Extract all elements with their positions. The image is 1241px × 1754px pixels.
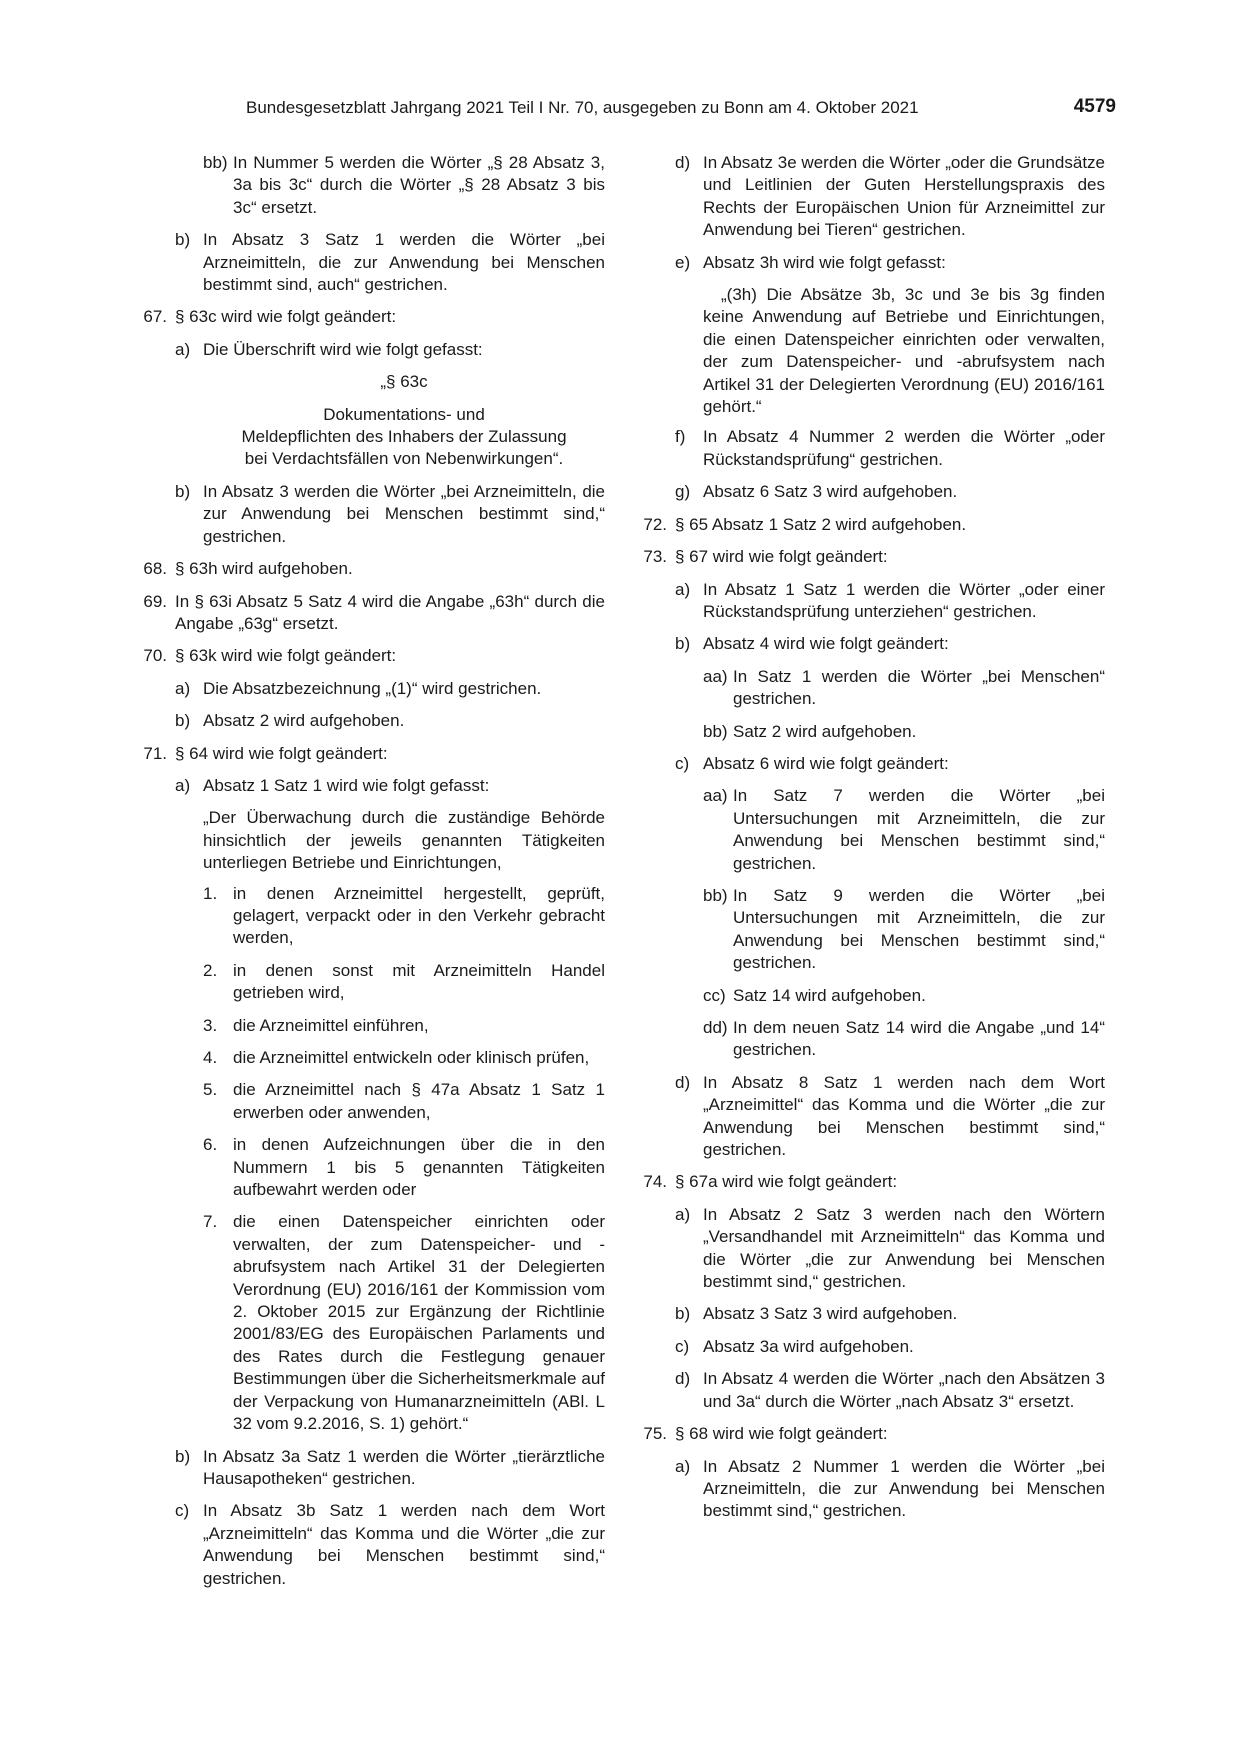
list-item: [125, 1047, 605, 1069]
item-text: In § 63i Absatz 5 Satz 4 wird die Angabe „63h“ durch die Angabe „63g“ ersetzt.: [175, 591, 605, 633]
item-71-b: [125, 1446, 605, 1491]
item-label: 2.: [203, 960, 218, 980]
item-label: b): [675, 634, 691, 654]
page-header: [246, 98, 1116, 124]
quoted-text: „(3h) Die Absätze 3b, 3c und 3e bis 3g finden keine Anwendung auf Betriebe und Einrichtungen, die einen Datenspeicher einrichten oder verwalten, der zum Datenspeicher- und -abrufsystem nach Artikel 31 der Delegierten Verordnung (EU) 2016/161 gehört.“: [703, 285, 1105, 417]
item-label: 1.: [203, 883, 218, 903]
item-text: Absatz 3 Satz 3 wird aufgehoben.: [703, 1304, 958, 1324]
item-text: die Arzneimittel entwickeln oder klinisch prüfen,: [233, 1048, 590, 1067]
item-75: [625, 1423, 1105, 1445]
header-text: Bundesgesetzblatt Jahrgang 2021 Teil I Nr. 70, ausgegeben zu Bonn am 4. Oktober 2021: [246, 98, 919, 117]
item-label: d): [675, 1369, 691, 1389]
item-label: a): [175, 339, 191, 359]
heading-line: Meldepflichten des Inhabers der Zulassung: [241, 427, 567, 447]
item-text: Satz 14 wird aufgehoben.: [733, 985, 926, 1005]
item-73-c-bb: [625, 885, 1105, 975]
item-label: 71.: [143, 743, 167, 763]
page-number: 4579: [1073, 96, 1116, 117]
item-text: § 63k wird wie folgt geändert:: [175, 646, 397, 666]
item-label: c): [675, 1336, 690, 1356]
item-67-a: [125, 339, 605, 361]
item-label: b): [175, 230, 191, 250]
item-text: In Satz 7 werden die Wörter „bei Untersuchungen mit Arzneimitteln, die zur Anwendung bei Menschen bestimmt sind,“ gestrichen.: [733, 786, 1105, 873]
item-74-d: [625, 1368, 1105, 1413]
item-66-b: [125, 229, 605, 296]
item-label: f): [675, 427, 686, 447]
item-74-a: [625, 1204, 1105, 1294]
item-74-c: [625, 1336, 1105, 1358]
item-label: a): [675, 1204, 691, 1224]
item-label: c): [175, 1501, 190, 1521]
item-label: b): [175, 1446, 191, 1466]
item-text: die Arzneimittel nach § 47a Absatz 1 Satz 1 erwerben oder anwenden,: [233, 1080, 605, 1122]
item-text: § 63c wird wie folgt geändert:: [175, 307, 397, 327]
list-item: [125, 960, 605, 1005]
item-text: In Absatz 4 werden die Wörter „nach den Absätzen 3 und 3a“ durch die Wörter „nach Absatz 3“ ersetzt.: [703, 1369, 1105, 1411]
item-label: 74.: [643, 1172, 667, 1192]
item-text: Absatz 3h wird wie folgt gefasst:: [703, 252, 946, 272]
list-item: [125, 883, 605, 950]
item-label: b): [175, 481, 191, 501]
item-text: In Satz 9 werden die Wörter „bei Untersuchungen mit Arzneimitteln, die zur Anwendung bei Menschen bestimmt sind,“ gestrichen.: [733, 885, 1105, 973]
heading-line: Dokumentations- und: [323, 404, 485, 424]
item-75-a: [625, 1456, 1105, 1523]
item-text: § 67a wird wie folgt geändert:: [675, 1172, 898, 1192]
item-74: [625, 1171, 1105, 1193]
item-text: In Absatz 3 Satz 1 werden die Wörter „bei Arzneimitteln, die zur Anwendung bei Menschen bestimmt sind, auch“ gestrichen.: [203, 230, 605, 295]
item-label: a): [175, 775, 191, 795]
item-label: 5.: [203, 1080, 218, 1100]
item-label: b): [675, 1304, 691, 1324]
heading-line: bei Verdachtsfällen von Nebenwirkungen“.: [244, 449, 564, 469]
left-column: [125, 152, 605, 1600]
item-label: 4.: [203, 1048, 218, 1067]
item-text: Absatz 3a wird aufgehoben.: [703, 1336, 914, 1356]
item-text: In Satz 1 werden die Wörter „bei Menschen“ gestrichen.: [733, 666, 1105, 709]
item-text: in denen Arzneimittel hergestellt, geprüft, gelagert, verpackt oder in den Verkehr gebracht werden,: [233, 883, 605, 948]
item-text: § 65 Absatz 1 Satz 2 wird aufgehoben.: [675, 514, 967, 534]
item-71-g: [625, 481, 1105, 503]
item-label: a): [675, 579, 691, 599]
item-label: a): [175, 678, 191, 698]
item-text: § 64 wird wie folgt geändert:: [175, 743, 388, 763]
item-71-d: [625, 152, 1105, 242]
item-70-b: [125, 710, 605, 732]
item-text: Satz 2 wird aufgehoben.: [733, 721, 917, 741]
item-label: 68.: [143, 559, 167, 579]
list-item: [125, 1079, 605, 1124]
item-66-b-bb: [125, 152, 605, 219]
item-text: Absatz 6 Satz 3 wird aufgehoben.: [703, 482, 958, 502]
item-73-b-bb: [625, 721, 1105, 743]
item-text: Die Überschrift wird wie folgt gefasst:: [203, 339, 483, 359]
item-label: 7.: [203, 1212, 218, 1232]
item-70-a: [125, 678, 605, 700]
item-label: bb): [203, 153, 228, 172]
list-item: [125, 1015, 605, 1037]
item-text: In Absatz 8 Satz 1 werden nach dem Wort „Arzneimittel“ das Komma und die Wörter „die zur Anwendung bei Menschen bestimmt sind,“ gestrichen.: [703, 1072, 1105, 1160]
item-text: Absatz 1 Satz 1 wird wie folgt gefasst:: [203, 775, 490, 795]
item-text: die einen Datenspeicher einrichten oder verwalten, der zum Datenspeicher- und -abrufsystem nach Artikel 31 der Delegierten Verordnung (EU) 2016/161 der Kommission vom 2. Oktober 2015 zur Ergänzung der Richtlinie 2001/83/EG des Europäischen Parlaments und des Rates durch die Festlegung genauer Bestimmungen über die Sicherheitsmerkmale auf der Verpackung von Humanarzneimitteln (ABl. L 32 vom 9.2.2016, S. 1) gehört.“: [233, 1212, 605, 1434]
item-text: § 67 wird wie folgt geändert:: [675, 547, 888, 567]
item-text: In dem neuen Satz 14 wird die Angabe „und 14“ gestrichen.: [733, 1018, 1105, 1060]
item-label: bb): [703, 885, 728, 905]
item-text: In Absatz 3e werden die Wörter „oder die Grundsätze und Leitlinien der Guten Herstellungspraxis des Rechts der Europäischen Union für Arzneimittel zur Anwendung bei Tieren“ gestrichen.: [703, 153, 1105, 240]
item-72: [625, 514, 1105, 536]
item-text: Absatz 6 wird wie folgt geändert:: [703, 753, 949, 773]
item-73-b-aa: [625, 666, 1105, 711]
item-text: In Absatz 3b Satz 1 werden nach dem Wort „Arzneimitteln“ das Komma und die Wörter „die zur Anwendung bei Menschen bestimmt sind,“ gestrichen.: [203, 1501, 605, 1588]
item-text: Die Absatzbezeichnung „(1)“ wird gestrichen.: [203, 678, 542, 698]
item-text: die Arzneimittel einführen,: [233, 1015, 429, 1035]
item-label: a): [675, 1456, 691, 1476]
item-text: § 63h wird aufgehoben.: [175, 559, 353, 579]
quoted-text: „Der Überwachung durch die zuständige Behörde hinsichtlich der jeweils genannten Tätigkeiten unterliegen Betriebe und Einrichtungen,: [203, 808, 605, 873]
list-item: [125, 1211, 605, 1435]
item-text: In Absatz 3a Satz 1 werden die Wörter „tierärztliche Hausapotheken“ gestrichen.: [203, 1446, 605, 1488]
item-text: in denen sonst mit Arzneimitteln Handel getrieben wird,: [233, 960, 605, 1003]
item-label: b): [175, 711, 191, 731]
item-label: 72.: [643, 514, 667, 534]
item-label: aa): [703, 666, 728, 686]
right-column: [625, 152, 1105, 1533]
item-74-b: [625, 1303, 1105, 1325]
item-label: 3.: [203, 1015, 218, 1035]
item-label: 67.: [143, 307, 167, 327]
list-item: [125, 1134, 605, 1201]
item-label: cc): [703, 985, 726, 1005]
item-71-a: [125, 775, 605, 797]
item-73-c-aa: [625, 785, 1105, 875]
item-text: In Absatz 1 Satz 1 werden die Wörter „oder einer Rückstandsprüfung unterziehen“ gestrichen.: [703, 579, 1105, 621]
item-text: in denen Aufzeichnungen über die in den Nummern 1 bis 5 genannten Tätigkeiten aufbewahrt werden oder: [233, 1135, 605, 1200]
item-70: [125, 645, 605, 667]
item-label: g): [675, 482, 691, 502]
item-73-c: [625, 753, 1105, 775]
item-67: [125, 306, 605, 328]
item-label: aa): [703, 786, 728, 806]
item-text: In Absatz 3 werden die Wörter „bei Arzneimitteln, die zur Anwendung bei Menschen bestimmt sind,“ gestrichen.: [203, 481, 605, 546]
item-71-f: [625, 426, 1105, 471]
item-71: [125, 743, 605, 765]
item-label: 75.: [643, 1424, 667, 1444]
item-label: bb): [703, 721, 728, 741]
item-text: In Nummer 5 werden die Wörter „§ 28 Absatz 3, 3a bis 3c“ durch die Wörter „§ 28 Absatz 3 bis 3c“ ersetzt.: [233, 153, 605, 217]
item-68: [125, 558, 605, 580]
item-67-b: [125, 481, 605, 548]
item-label: 69.: [143, 591, 167, 611]
item-label: c): [675, 753, 690, 773]
item-label: e): [675, 252, 691, 272]
item-label: 70.: [143, 646, 167, 666]
item-text: In Absatz 4 Nummer 2 werden die Wörter „oder Rückstandsprüfung“ gestrichen.: [703, 427, 1105, 469]
item-text: Absatz 2 wird aufgehoben.: [203, 711, 405, 731]
item-label: 6.: [203, 1135, 218, 1155]
item-label: dd): [703, 1018, 728, 1037]
item-71-c: [125, 1500, 605, 1590]
item-73-c-dd: [625, 1017, 1105, 1062]
item-text: Absatz 4 wird wie folgt geändert:: [703, 634, 949, 654]
item-label: d): [675, 153, 691, 172]
item-73: [625, 546, 1105, 568]
section-heading-63c: [125, 371, 605, 471]
item-71-e: [625, 252, 1105, 274]
item-69: [125, 591, 605, 636]
item-text: § 68 wird wie folgt geändert:: [675, 1424, 888, 1444]
item-label: 73.: [643, 547, 667, 567]
item-text: In Absatz 2 Satz 3 werden nach den Wörtern „Versandhandel mit Arzneimitteln“ das Komma und die Wörter „die zur Anwendung bei Menschen bestimmt sind,“ gestrichen.: [703, 1204, 1105, 1292]
item-73-c-cc: [625, 985, 1105, 1007]
heading-line: „§ 63c: [380, 372, 428, 392]
item-73-a: [625, 579, 1105, 624]
item-text: In Absatz 2 Nummer 1 werden die Wörter „bei Arzneimitteln, die zur Anwendung bei Menschen bestimmt sind,“ gestrichen.: [703, 1456, 1105, 1521]
item-73-d: [625, 1072, 1105, 1162]
item-label: d): [675, 1072, 691, 1092]
item-73-b: [625, 633, 1105, 655]
